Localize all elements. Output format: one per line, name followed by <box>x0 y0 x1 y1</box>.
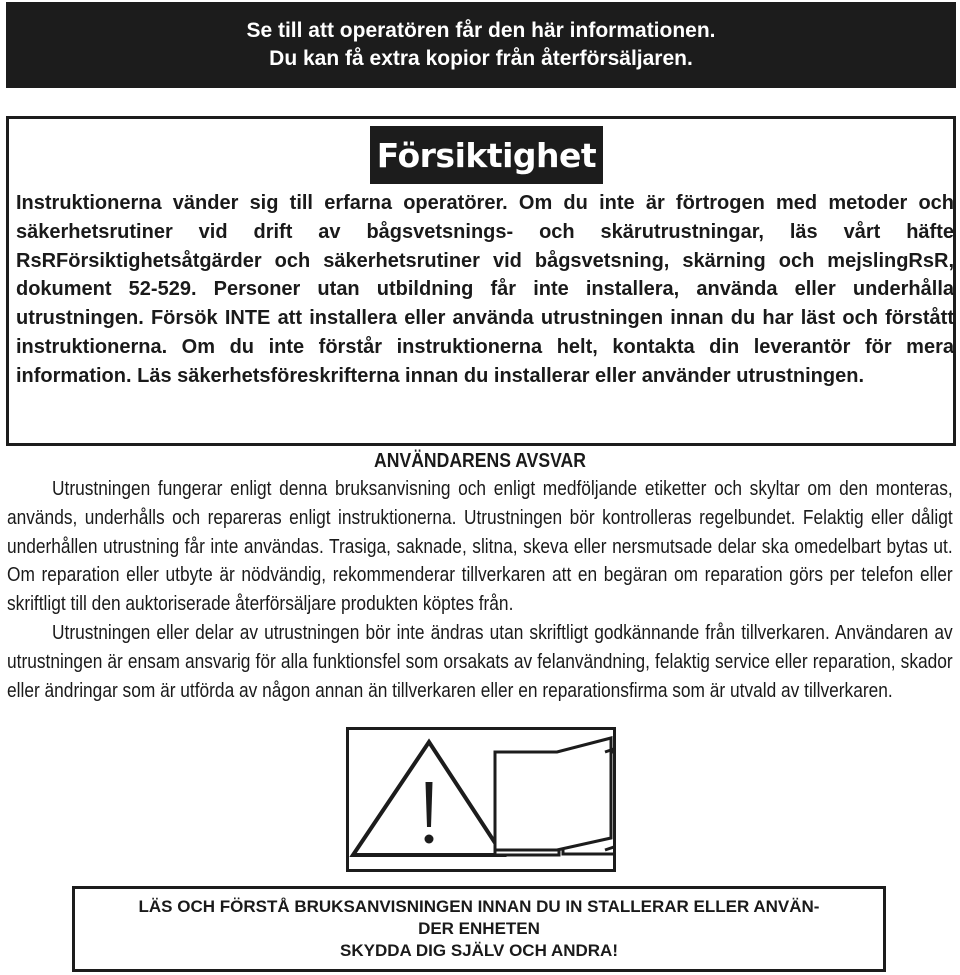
banner-line-1: Se till att operatören får den här informationen. <box>246 19 716 42</box>
pictogram-graphics <box>349 730 613 869</box>
user-responsibility-body <box>7 475 953 705</box>
operator-info-banner <box>6 2 956 88</box>
user-responsibility-heading: ANVÄNDARENS AVSVAR <box>374 450 586 472</box>
warning-triangle-icon <box>353 742 503 855</box>
read-manual-notice <box>72 886 886 972</box>
warning-pictogram-panel <box>346 727 616 872</box>
responsibility-paragraph-2: Utrustningen eller delar av utrustningen bör inte ändras utan skriftligt godkännande från tillverkaren. Användaren av utrustningen är ensam ansvarig för alla funktionsfel som orsakats av felanvändning, felaktig service eller reparation, skador eller ändringar som är utförda av någon annan än tillverkaren eller en reparationsfirma som är utvald av tillverkaren. <box>7 621 953 702</box>
caution-text: Instruktionerna vänder sig till erfarna operatörer. Om du inte är förtrogen med metoder och säkerhetsrutiner vid drift av bågsvetsnings- och skärutrustningar, läs vårt häfte RsRFörsiktighetsåtgärder och säkerhetsrutiner vid bågsvetsning, skärning och mejslingRsR, dokument 52-529. Personer utan utbildning får inte installera, använda eller underhålla utrustningen. Försök INTE att installera eller använda utrustningen innan du har läst och förstått instruktionerna. Om du inte förstår instruktionerna helt, kontakta din leverantör för mera information. Läs säkerhetsföreskrifterna innan du installerar eller använder utrustningen. <box>16 192 954 387</box>
caution-box <box>6 116 956 446</box>
caution-title: Försiktighet <box>370 126 603 184</box>
banner-line-2: Du kan få extra kopior från återförsäljaren. <box>269 47 693 70</box>
notice-line-1: LÄS OCH FÖRSTÅ BRUKSANVISNINGEN INNAN DU IN STALLERAR ELLER ANVÄN- <box>138 897 820 916</box>
open-manual-icon <box>495 738 613 855</box>
notice-line-3: SKYDDA DIG SJÄLV OCH ANDRA! <box>340 941 618 960</box>
responsibility-paragraph-1: Utrustningen fungerar enligt denna bruksanvisning och enligt medföljande etiketter och skyltar om den monteras, används, underhålls och repareras enligt instruktionerna. Utrustningen bör kontrolleras regelbundet. Felaktig eller dåligt underhållen utrustning får inte användas. Trasiga, saknade, slitna, skeva eller nersmutsade delar ska omedelbart bytas ut. Om reparation eller utbyte är nödvändig, rekommenderar tillverkaren att en begäran om reparation görs per telefon eller skriftligt till den auktoriserade återförsäljare produkten köptes från. <box>7 478 953 616</box>
notice-line-2: DER ENHETEN <box>418 919 540 938</box>
